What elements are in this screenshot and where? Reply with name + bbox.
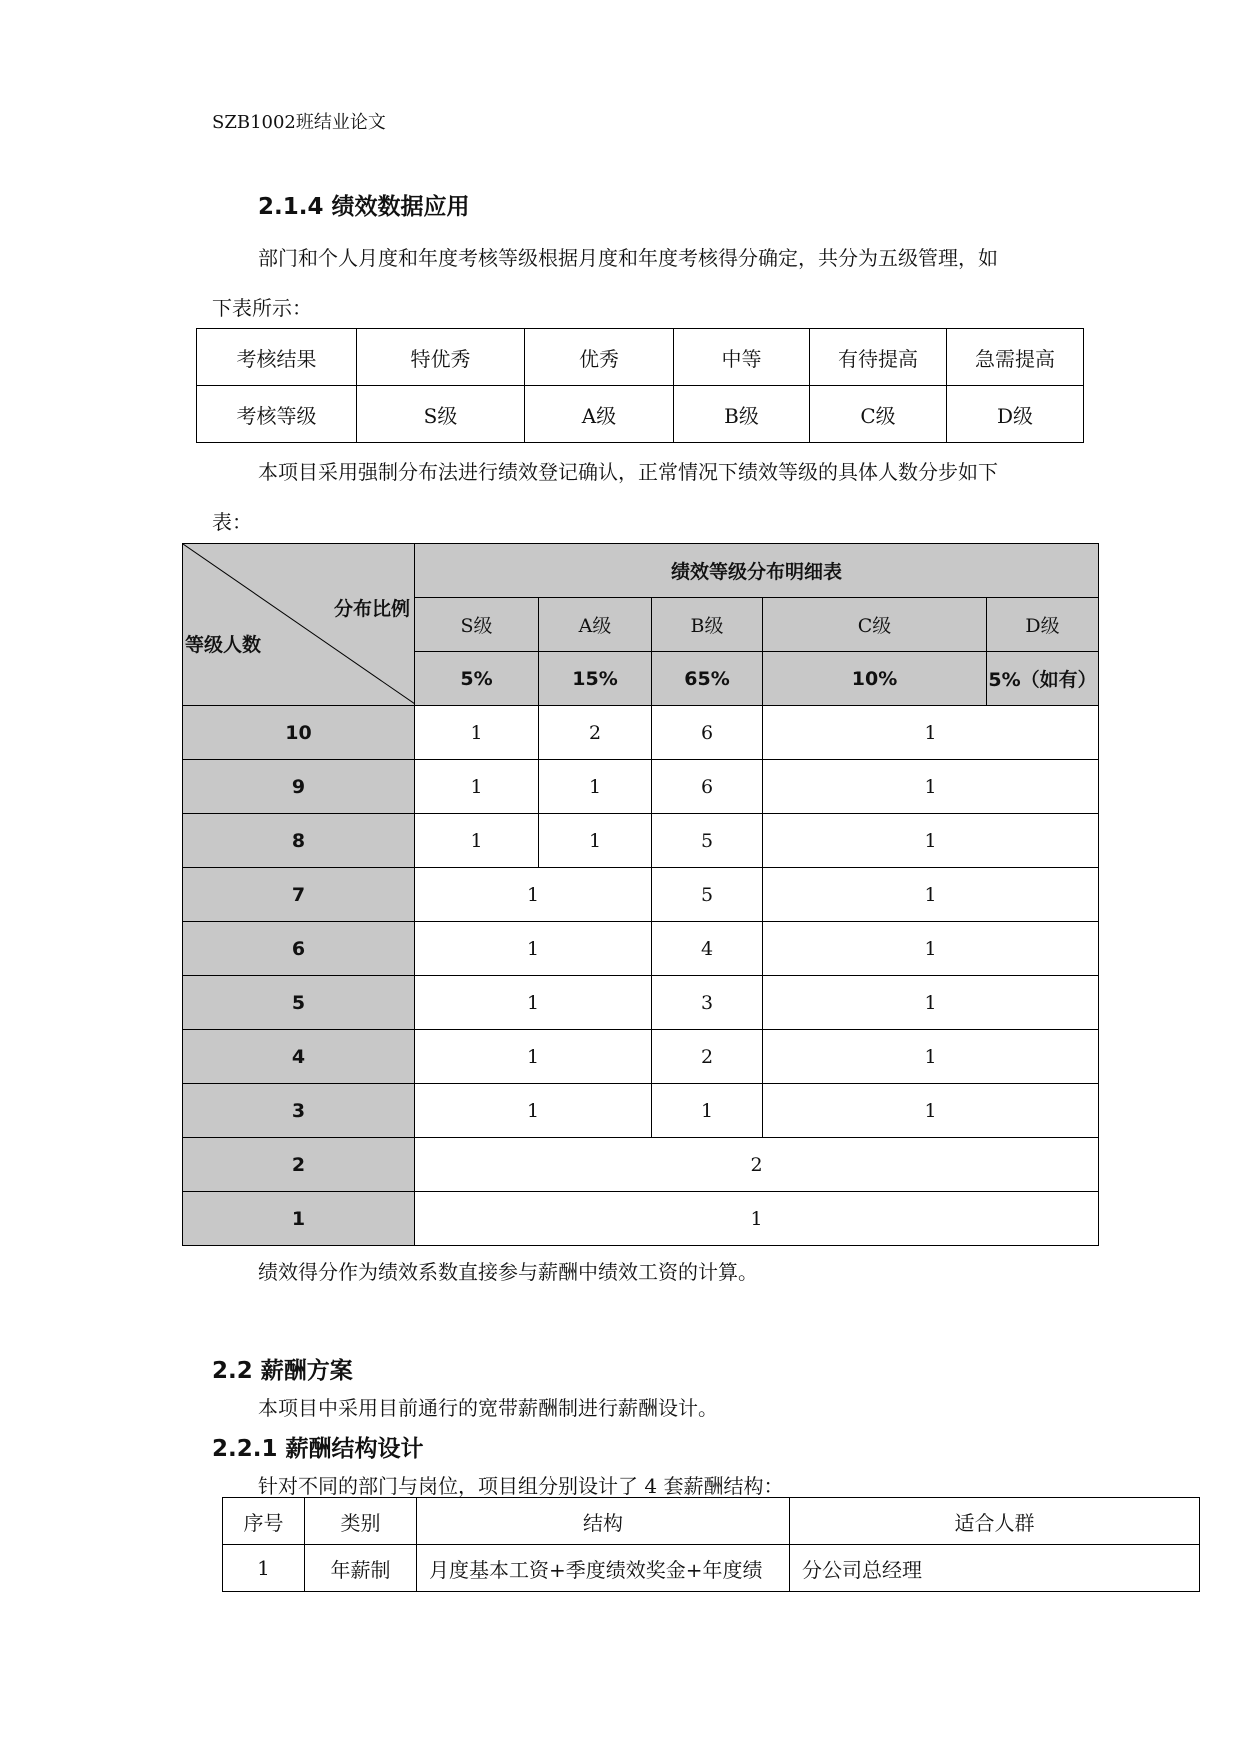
table-cell: 1: [652, 1084, 763, 1138]
headcount-cell: 3: [183, 1084, 415, 1138]
distribution-table: [182, 543, 1099, 1246]
table-cell: 1: [223, 1545, 305, 1592]
table-cell: 特优秀: [357, 329, 525, 386]
paragraph-2-line-1: 本项目采用强制分布法进行绩效登记确认，正常情况下绩效等级的具体人数分步如下: [258, 460, 998, 484]
grade-header: C级: [763, 598, 987, 652]
table-cell: 4: [652, 922, 763, 976]
table-cell: 1: [763, 814, 1099, 868]
ratio-cell: 5%: [415, 652, 539, 706]
table-cell: 急需提高: [947, 329, 1084, 386]
table-cell: 1: [763, 760, 1099, 814]
table-cell: 1: [415, 868, 652, 922]
headcount-cell: 10: [183, 706, 415, 760]
section-2-2-1-title: 2.2.1 薪酬结构设计: [212, 1436, 424, 1462]
grade-header: A级: [539, 598, 652, 652]
diagonal-bottom-label: 等级人数: [185, 634, 262, 656]
paragraph-1-line-2: 下表所示：: [212, 296, 312, 320]
grade-mapping-table: [196, 328, 1084, 443]
table-cell: 1: [415, 814, 539, 868]
ratio-cell: 15%: [539, 652, 652, 706]
table-cell: 1: [763, 1084, 1099, 1138]
table-row: [183, 814, 1099, 868]
table-row: [197, 386, 1084, 443]
table-cell: 1: [415, 1192, 1099, 1246]
table-cell: 1: [415, 1030, 652, 1084]
table-cell: 1: [415, 1084, 652, 1138]
table-cell: 1: [415, 976, 652, 1030]
page-header: SZB1002班结业论文: [212, 112, 386, 133]
table-row: [223, 1545, 1200, 1592]
headcount-cell: 9: [183, 760, 415, 814]
salary-structure-table: [222, 1497, 1200, 1592]
grade-header: S级: [415, 598, 539, 652]
table-cell: 5: [652, 814, 763, 868]
table-row: [183, 1192, 1099, 1246]
table-cell: B级: [674, 386, 810, 443]
table-row: [183, 976, 1099, 1030]
section-2-2-title: 2.2 薪酬方案: [212, 1358, 353, 1384]
table-header-cell: 适合人群: [790, 1498, 1200, 1545]
headcount-cell: 8: [183, 814, 415, 868]
table-cell: D级: [947, 386, 1084, 443]
table-row: [183, 760, 1099, 814]
table-cell: 考核等级: [197, 386, 357, 443]
table-cell: 5: [652, 868, 763, 922]
table-row: [183, 544, 1099, 598]
table-cell: S级: [357, 386, 525, 443]
diagonal-top-label: 分布比例: [333, 598, 410, 620]
section-2-2-1-paragraph: 针对不同的部门与岗位，项目组分别设计了 4 套薪酬结构：: [258, 1474, 784, 1498]
table-cell: 3: [652, 976, 763, 1030]
table-row: [223, 1498, 1200, 1545]
headcount-cell: 2: [183, 1138, 415, 1192]
table-cell: 1: [763, 922, 1099, 976]
diagonal-line: [183, 544, 415, 704]
table-row: [197, 329, 1084, 386]
diagonal-header-cell: [183, 544, 415, 706]
headcount-cell: 7: [183, 868, 415, 922]
headcount-cell: 1: [183, 1192, 415, 1246]
table-cell: A级: [525, 386, 674, 443]
table-cell: 1: [415, 706, 539, 760]
distribution-title: 绩效等级分布明细表: [415, 544, 1099, 598]
table-row: [183, 922, 1099, 976]
grade-header: B级: [652, 598, 763, 652]
table-cell: 年薪制: [305, 1545, 417, 1592]
table-cell: 1: [763, 706, 1099, 760]
table-row: [183, 1138, 1099, 1192]
table-cell: 中等: [674, 329, 810, 386]
table-cell: 1: [539, 760, 652, 814]
table-row: [183, 1030, 1099, 1084]
table-cell: 2: [652, 1030, 763, 1084]
table-cell: 2: [415, 1138, 1099, 1192]
table-cell: 6: [652, 760, 763, 814]
table-cell: 优秀: [525, 329, 674, 386]
table-cell: 1: [763, 976, 1099, 1030]
table-row: [183, 706, 1099, 760]
table-cell: 1: [539, 814, 652, 868]
table-cell: 考核结果: [197, 329, 357, 386]
table-cell: 1: [415, 760, 539, 814]
paragraph-3: 绩效得分作为绩效系数直接参与薪酬中绩效工资的计算。: [258, 1260, 758, 1284]
table-cell: 月度基本工资+季度绩效奖金+年度绩: [417, 1545, 790, 1592]
headcount-cell: 5: [183, 976, 415, 1030]
ratio-cell: 65%: [652, 652, 763, 706]
table-cell: 6: [652, 706, 763, 760]
paragraph-1-line-1: 部门和个人月度和年度考核等级根据月度和年度考核得分确定，共分为五级管理，如: [258, 246, 998, 270]
section-2-2-paragraph: 本项目中采用目前通行的宽带薪酬制进行薪酬设计。: [258, 1396, 718, 1420]
table-row: [183, 868, 1099, 922]
table-cell: 2: [539, 706, 652, 760]
table-cell: 1: [763, 1030, 1099, 1084]
table-cell: 1: [763, 868, 1099, 922]
table-row: [183, 1084, 1099, 1138]
section-2-1-4-title: 2.1.4 绩效数据应用: [258, 194, 470, 220]
table-cell: C级: [810, 386, 947, 443]
paragraph-2-line-2: 表：: [212, 510, 252, 534]
table-header-cell: 序号: [223, 1498, 305, 1545]
ratio-cell: 5%（如有）: [987, 652, 1099, 706]
table-cell: 1: [415, 922, 652, 976]
table-header-cell: 类别: [305, 1498, 417, 1545]
headcount-cell: 4: [183, 1030, 415, 1084]
table-header-cell: 结构: [417, 1498, 790, 1545]
ratio-cell: 10%: [763, 652, 987, 706]
table-cell: 分公司总经理: [790, 1545, 1200, 1592]
headcount-cell: 6: [183, 922, 415, 976]
grade-header: D级: [987, 598, 1099, 652]
table-cell: 有待提高: [810, 329, 947, 386]
